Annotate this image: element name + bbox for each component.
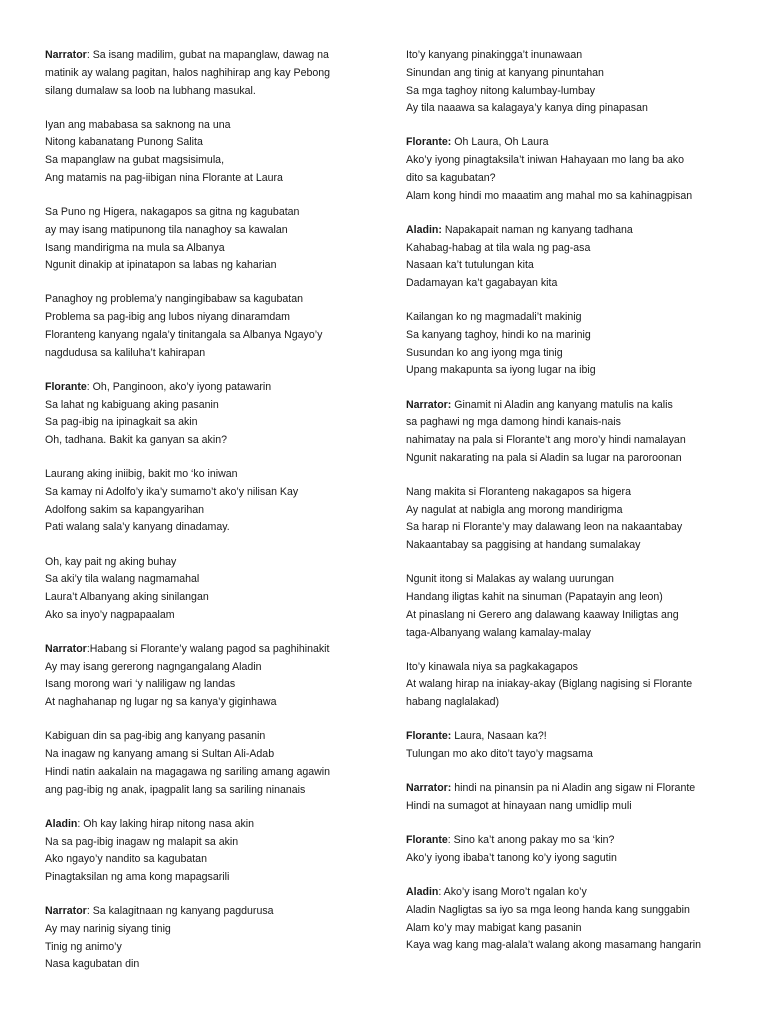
- line-text: Ngunit dinakip at ipinatapon sa labas ng kaharian: [45, 259, 277, 272]
- speaker-label: Aladin: [406, 886, 439, 899]
- speaker-label: Aladin:: [406, 223, 442, 236]
- text-line: [45, 764, 385, 782]
- text-line: [45, 240, 385, 258]
- text-line: [406, 345, 736, 363]
- text-line: [45, 83, 385, 101]
- line-text: Sa pag-ibig na ipinagkait sa akin: [45, 416, 198, 429]
- stanza: [45, 728, 385, 799]
- text-line: [406, 240, 736, 258]
- stanza: [406, 484, 736, 555]
- text-line: [406, 414, 736, 432]
- line-text: Hindi na sumagot at hinayaan nang umidlip muli: [406, 800, 632, 813]
- line-text: Problema sa pag-ibig ang lubos niyang dinaramdam: [45, 311, 290, 324]
- line-text: Kahabag-habag at tila wala ng pag-asa: [406, 241, 591, 254]
- right-column: [406, 47, 736, 971]
- line-text: Ginamit ni Aladin ang kanyang matulis na kalis: [451, 398, 673, 411]
- line-text: Tulungan mo ako dito’t tayo’y magsama: [406, 748, 593, 761]
- line-text: Napakapait naman ng kanyang tadhana: [441, 223, 633, 236]
- line-text: nagdudusa sa kaliluha’t kahirapan: [45, 346, 206, 359]
- text-line: [406, 309, 736, 327]
- line-text: hindi na pinansin pa ni Aladin ang sigaw ni Florante: [451, 782, 696, 795]
- text-line: [45, 47, 385, 65]
- text-line: [406, 798, 736, 816]
- text-line: [45, 659, 385, 677]
- text-line: [406, 83, 736, 101]
- text-line: [45, 694, 385, 712]
- line-text: Ay may narinig siyang tinig: [45, 922, 171, 935]
- text-line: [406, 850, 736, 868]
- speaker-label: Florante:: [406, 136, 452, 149]
- line-text: Oh, kay pait ng aking buhay: [45, 555, 177, 568]
- line-text: Pati walang sala’y kanyang dinadamay.: [45, 521, 230, 534]
- text-line: [45, 484, 385, 502]
- line-text: Sa aki’y tila walang nagmamahal: [45, 573, 200, 586]
- text-line: [406, 902, 736, 920]
- line-text: Susundan ko ang iyong mga tinig: [406, 346, 563, 359]
- line-text: Ay tila naaawa sa kalagaya’y kanya ding pinapasan: [406, 102, 648, 115]
- line-text: habang naglalakad): [406, 696, 500, 709]
- line-text: : Ako’y isang Moro’t ngalan ko’y: [438, 886, 587, 899]
- speaker-label: Aladin: [45, 817, 78, 830]
- line-text: Sa mapanglaw na gubat magsisimula,: [45, 154, 225, 167]
- line-text: Aladin Nagligtas sa iyo sa mga leong handa kang sunggabin: [406, 903, 690, 916]
- stanza: [45, 204, 385, 275]
- speaker-label: Florante: [406, 834, 448, 847]
- text-line: [406, 694, 736, 712]
- stanza: [406, 659, 736, 712]
- stanza: [406, 571, 736, 642]
- stanza: [406, 222, 736, 293]
- stanza: [406, 728, 736, 764]
- text-line: [406, 222, 736, 240]
- text-line: [45, 345, 385, 363]
- line-text: ay may isang matipunong tila nanaghoy sa kawalan: [45, 223, 288, 236]
- line-text: Sa harap ni Florante’y may dalawang leon na nakaantabay: [406, 521, 683, 534]
- line-text: Sa kamay ni Adolfo’y ika’y sumamo’t ako’y nilisan Kay: [45, 485, 299, 498]
- line-text: Ay may isang gererong nagngangalang Aladin: [45, 660, 262, 673]
- stanza: [45, 117, 385, 188]
- text-line: [406, 728, 736, 746]
- text-line: [45, 834, 385, 852]
- line-text: At walang hirap na iniakay-akay (Biglang nagising si Florante: [406, 678, 693, 691]
- text-line: [406, 502, 736, 520]
- text-line: [45, 921, 385, 939]
- line-text: dito sa kagubatan?: [406, 171, 496, 184]
- stanza: [406, 884, 736, 955]
- text-line: [45, 379, 385, 397]
- text-line: [406, 152, 736, 170]
- line-text: Sa mga taghoy nitong kalumbay-lumbay: [406, 84, 596, 97]
- line-text: Na inagaw ng kanyang amang si Sultan Ali-Adab: [45, 748, 275, 761]
- text-line: [45, 607, 385, 625]
- line-text: Ito’y kanyang pinakingga’t inunawaan: [406, 49, 583, 61]
- line-text: matinik ay walang pagitan, halos naghihirap ang kay Pebong: [45, 66, 331, 79]
- text-line: [45, 414, 385, 432]
- text-line: [45, 641, 385, 659]
- text-line: [406, 100, 736, 118]
- text-line: [406, 537, 736, 555]
- stanza: [406, 397, 736, 468]
- text-line: [406, 397, 736, 415]
- line-text: Ako’y iyong pinagtaksila’t iniwan Hahayaan mo lang ba ako: [406, 154, 684, 167]
- text-line: [45, 589, 385, 607]
- line-text: : Oh, Panginoon, ako’y iyong patawarin: [86, 380, 272, 393]
- line-text: Hindi natin aakalain na magagawa ng sariling amang agawin: [45, 765, 331, 778]
- line-text: Sa Puno ng Higera, nakagapos sa gitna ng kagubatan: [45, 206, 300, 219]
- line-text: : Oh kay laking hirap nitong nasa akin: [77, 817, 255, 830]
- text-line: [45, 204, 385, 222]
- line-text: Nasaan ka’t tutulungan kita: [406, 259, 534, 272]
- text-line: [45, 746, 385, 764]
- stanza: [45, 466, 385, 537]
- line-text: Adolfong sakim sa kapangyarihan: [45, 503, 205, 516]
- text-line: [45, 502, 385, 520]
- line-text: : Sino ka’t anong pakay mo sa ‘kin?: [447, 834, 615, 847]
- text-line: [45, 327, 385, 345]
- text-line: [406, 362, 736, 380]
- line-text: Isang mandirigma na mula sa Albanya: [45, 241, 225, 254]
- line-text: Na sa pag-ibig inagaw ng malapit sa akin: [45, 835, 239, 848]
- line-text: Ako’y iyong ibaba’t tanong ko’y iyong sagutin: [406, 851, 617, 864]
- text-line: [406, 65, 736, 83]
- line-text: Ay nagulat at nabigla ang morong mandirigma: [406, 503, 623, 516]
- text-line: [45, 519, 385, 537]
- line-text: silang dumalaw sa loob na lubhang masukal.: [45, 84, 256, 97]
- stanza: [406, 47, 736, 118]
- text-line: [45, 257, 385, 275]
- stanza: [45, 47, 385, 100]
- text-line: [406, 832, 736, 850]
- text-line: [45, 851, 385, 869]
- line-text: : Sa isang madilim, gubat na mapanglaw, dawag na: [86, 49, 329, 61]
- text-line: [45, 816, 385, 834]
- text-line: [45, 782, 385, 800]
- speaker-label: Florante:: [406, 730, 452, 743]
- line-text: Oh Laura, Oh Laura: [451, 136, 549, 149]
- line-text: Laurang aking iniibig, bakit mo ‘ko iniwan: [45, 468, 238, 481]
- text-line: [406, 571, 736, 589]
- line-text: Ngunit itong si Malakas ay walang uurungan: [406, 573, 614, 586]
- stanza: [45, 379, 385, 450]
- text-line: [406, 327, 736, 345]
- text-line: [45, 554, 385, 572]
- text-line: [45, 309, 385, 327]
- text-line: [45, 466, 385, 484]
- text-line: [406, 607, 736, 625]
- line-text: Ang matamis na pag-iibigan nina Florante at Laura: [45, 171, 283, 184]
- line-text: Iyan ang mababasa sa saknong na una: [45, 118, 231, 131]
- text-line: [406, 134, 736, 152]
- text-line: [406, 47, 736, 65]
- text-line: [45, 956, 385, 974]
- stanza: [406, 309, 736, 380]
- line-text: Nasa kagubatan din: [45, 958, 140, 971]
- text-line: [406, 746, 736, 764]
- line-text: Kaya wag kang mag-alala’t walang akong masamang hangarin: [406, 939, 702, 952]
- line-text: Alam ko’y may mabigat kang pasanin: [406, 921, 582, 934]
- text-line: [406, 519, 736, 537]
- text-line: [406, 589, 736, 607]
- stanza: [45, 641, 385, 712]
- line-text: Sinundan ang tinig at kanyang pinuntahan: [406, 66, 604, 79]
- text-line: [45, 291, 385, 309]
- line-text: nahimatay na pala si Florante’t ang moro’y hindi namalayan: [406, 434, 686, 447]
- line-text: Laura, Nasaan ka?!: [451, 730, 547, 743]
- line-text: Upang makapunta sa iyong lugar na ibig: [406, 364, 596, 377]
- line-text: Handang iligtas kahit na sinuman (Papatayin ang leon): [406, 591, 663, 604]
- line-text: Ako ngayo’y nandito sa kagubatan: [45, 853, 207, 866]
- speaker-label: Narrator: [45, 49, 87, 61]
- text-line: [406, 188, 736, 206]
- line-text: Pinagtaksilan ng ama kong mapagsarili: [45, 871, 230, 884]
- text-line: [406, 920, 736, 938]
- line-text: :Habang si Florante’y walang pagod sa paghihinakit: [86, 642, 330, 655]
- line-text: Kailangan ko ng magmadali’t makinig: [406, 311, 582, 324]
- stanza: [45, 903, 385, 974]
- line-text: Alam kong hindi mo maaatim ang mahal mo sa kahinagpisan: [406, 189, 693, 202]
- line-text: : Sa kalagitnaan ng kanyang pagdurusa: [86, 905, 274, 918]
- line-text: sa paghawi ng mga damong hindi kanais-nais: [406, 416, 621, 429]
- line-text: Laura’t Albanyang aking sinilangan: [45, 591, 209, 604]
- text-line: [45, 676, 385, 694]
- speaker-label: Narrator:: [406, 398, 452, 411]
- stanza: [406, 134, 736, 205]
- line-text: Kabiguan din sa pag-ibig ang kanyang pasanin: [45, 730, 266, 743]
- text-line: [406, 257, 736, 275]
- text-line: [45, 117, 385, 135]
- left-column: [45, 47, 385, 991]
- line-text: Dadamayan ka’t gagabayan kita: [406, 277, 558, 290]
- text-line: [406, 676, 736, 694]
- line-text: Floranteng kanyang ngala’y tinitangala sa Albanya Ngayo’y: [45, 328, 323, 341]
- text-line: [406, 275, 736, 293]
- text-line: [45, 152, 385, 170]
- text-line: [45, 170, 385, 188]
- text-line: [45, 728, 385, 746]
- line-text: Sa lahat ng kabiguang aking pasanin: [45, 398, 219, 411]
- stanza: [45, 554, 385, 625]
- text-line: [406, 884, 736, 902]
- text-line: [45, 222, 385, 240]
- stanza: [45, 816, 385, 887]
- text-line: [406, 780, 736, 798]
- stanza: [406, 832, 736, 868]
- text-line: [406, 432, 736, 450]
- text-line: [45, 432, 385, 450]
- line-text: Ngunit nakarating na pala si Aladin sa lugar na paroroonan: [406, 451, 682, 464]
- line-text: Oh, tadhana. Bakit ka ganyan sa akin?: [45, 434, 227, 447]
- line-text: ang pag-ibig ng anak, ipagpalit lang sa sariling ninanais: [45, 783, 306, 796]
- text-line: [45, 903, 385, 921]
- line-text: Nitong kabanatang Punong Salita: [45, 136, 203, 149]
- line-text: Panaghoy ng problema’y nangingibabaw sa kagubatan: [45, 293, 303, 306]
- text-line: [45, 397, 385, 415]
- line-text: Sa kanyang taghoy, hindi ko na marinig: [406, 328, 591, 341]
- text-line: [406, 484, 736, 502]
- line-text: Ako sa inyo’y nagpapaalam: [45, 608, 175, 621]
- text-line: [406, 170, 736, 188]
- text-line: [45, 134, 385, 152]
- line-text: At naghahanap ng lugar ng sa kanya’y giginhawa: [45, 696, 277, 709]
- line-text: Isang morong wari ‘y naliligaw ng landas: [45, 678, 236, 691]
- line-text: Tinig ng animo’y: [45, 940, 122, 953]
- text-line: [45, 65, 385, 83]
- line-text: Nakaantabay sa paggising at handang sumalakay: [406, 539, 641, 552]
- speaker-label: Narrator:: [406, 782, 452, 795]
- text-line: [406, 659, 736, 677]
- speaker-label: Florante: [45, 380, 87, 393]
- line-text: Nang makita si Floranteng nakagapos sa higera: [406, 485, 631, 498]
- line-text: taga-Albanyang walang kamalay-malay: [406, 626, 591, 639]
- text-line: [45, 571, 385, 589]
- line-text: At pinaslang ni Gerero ang dalawang kaaway Iniligtas ang: [406, 608, 679, 621]
- text-line: [406, 625, 736, 643]
- stanza: [406, 780, 736, 816]
- speaker-label: Narrator: [45, 642, 87, 655]
- speaker-label: Narrator: [45, 905, 87, 918]
- stanza: [45, 291, 385, 362]
- text-line: [406, 937, 736, 955]
- text-line: [406, 450, 736, 468]
- line-text: Ito’y kinawala niya sa pagkakagapos: [406, 660, 578, 673]
- text-line: [45, 939, 385, 957]
- text-line: [45, 869, 385, 887]
